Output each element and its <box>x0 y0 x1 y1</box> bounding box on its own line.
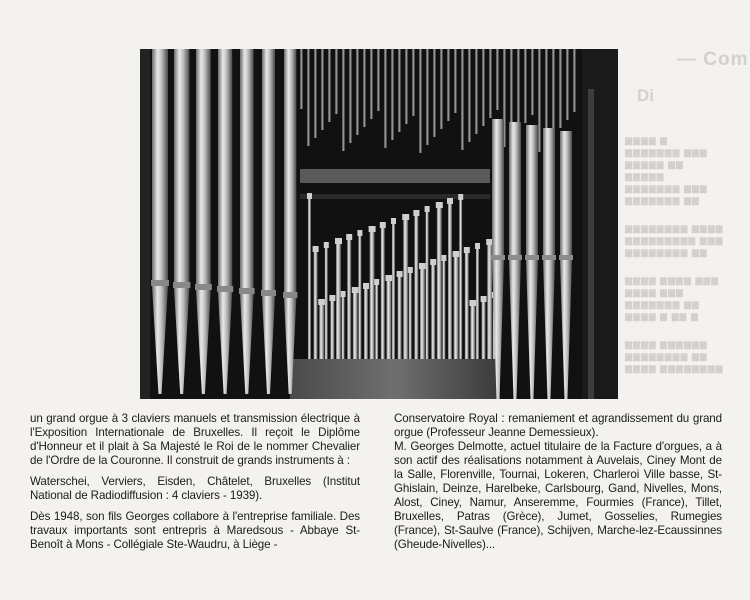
organ-pipe <box>174 49 189 286</box>
organ-pipe <box>420 269 425 359</box>
pipe-cap <box>436 202 443 208</box>
organ-pipe <box>328 49 331 122</box>
pipe-mouth <box>239 288 255 294</box>
pipe-cap <box>481 296 487 302</box>
pipe-cap <box>391 218 396 224</box>
bleed-through-text: — Com Di ▆▆▆▆ ▆ ▆▆▆▆▆▆▆ ▆▆▆ ▆▆▆▆▆ ▆▆ ▆▆▆▆▆ ▆▆▆▆▆▆▆ ▆▆▆ ▆▆▆▆▆▆▆ ▆▆ ▆▆▆▆▆▆▆▆ ▆▆▆▆ ▆▆▆▆▆▆▆▆▆ ▆▆▆ ▆▆▆▆▆▆▆▆ ▆▆ ▆▆▆▆ ▆▆▆▆ ▆▆▆ ▆▆▆▆ ▆▆▆ ▆▆▆▆▆▆▆ ▆▆ ▆▆▆▆ ▆ ▆▆ ▆ ▆▆▆▆ ▆▆▆▆▆▆ ▆▆▆▆▆▆▆▆ ▆▆ ▆▆▆▆ ▆▆▆▆▆▆▆▆ <box>625 50 749 373</box>
organ-pipe <box>470 306 475 359</box>
organ-pipe <box>489 49 492 118</box>
organ-pipe <box>431 265 435 359</box>
pipe-mouth <box>173 282 190 288</box>
organ-pipe <box>459 200 462 359</box>
pipe-cap <box>307 193 312 199</box>
organ-pipe <box>426 212 429 359</box>
organ-pipe <box>300 49 303 109</box>
pipe-cap <box>357 230 362 236</box>
pipe-cap <box>369 226 376 232</box>
organ-pipe <box>468 49 471 142</box>
organ-pipe <box>475 49 478 134</box>
organ-pipe <box>560 131 572 259</box>
organ-pipe <box>218 49 232 290</box>
organ-pipe <box>391 49 394 140</box>
pipe-cap <box>313 246 319 252</box>
pipe-cap <box>425 206 430 212</box>
organ-pipe <box>414 216 418 359</box>
pipe-cap <box>385 275 392 281</box>
pipe-mouth <box>508 255 522 260</box>
pipe-cap <box>402 214 409 220</box>
pipe-cap <box>469 300 476 306</box>
organ-pipe <box>448 204 452 359</box>
organ-pipe <box>358 236 361 359</box>
organ-pipe <box>573 49 576 112</box>
organ-pipe <box>386 281 391 359</box>
organ-pipe <box>347 240 351 359</box>
organ-pipe <box>403 220 408 359</box>
pipe-cap <box>447 198 453 204</box>
organ-pipe <box>370 49 373 119</box>
organ-pipe <box>487 245 492 359</box>
pipe-mouth <box>559 255 573 260</box>
pipe-cap <box>335 238 342 244</box>
organ-pipe <box>330 301 334 359</box>
pipe-cap <box>441 255 446 261</box>
pipe-cap <box>318 299 325 305</box>
pipe-cap <box>363 283 369 289</box>
pipe-cap <box>464 247 470 253</box>
organ-pipe <box>405 49 408 124</box>
organ-pipe <box>426 49 429 145</box>
organ-pipe <box>196 49 211 288</box>
organ-pipe <box>321 49 324 130</box>
pipe-cap <box>475 243 480 249</box>
organ-pipe <box>314 49 317 138</box>
text-column-left <box>30 412 360 559</box>
pipe-cap <box>453 251 460 257</box>
pipe-mouth <box>491 255 505 260</box>
organ-pipe <box>240 49 254 292</box>
organ-pipe <box>543 128 555 259</box>
paragraph: Conservatoire Royal : remaniement et agrandissement du grand orgue (Professeur Jeanne Demessieux). <box>394 412 722 439</box>
organ-pipe <box>342 297 345 359</box>
pipe-cap <box>324 242 329 248</box>
pipe-cap <box>413 210 419 216</box>
organ-pipe <box>356 49 359 135</box>
organ-pipe <box>152 49 168 284</box>
organ-pipe <box>381 228 385 359</box>
organ-pipe <box>325 248 328 359</box>
paragraph: un grand orgue à 3 claviers manuels et transmission électrique à l'Exposition Internationale de Bruxelles. Il reçoit le Diplôme d'Honneur et il plait à Sa Majesté le Roi de le nommer Chevalier de l'Ordre de la Couronne. Il construit de grands instruments à : <box>30 412 360 467</box>
organ-pipe <box>392 224 395 359</box>
organ-pipe <box>412 49 415 116</box>
organ-pipe <box>375 285 378 359</box>
pipe-cap <box>408 267 413 273</box>
pipe-cap <box>329 295 335 301</box>
organ-pipe <box>454 257 459 359</box>
pipe-cap <box>458 194 463 200</box>
organ-pipe <box>442 261 445 359</box>
paragraph: M. Georges Delmotte, actuel titulaire de la Facture d'orgues, a à son actif des réalisations notamment à Auvelais, Ciney Mont de la Salle, Florenville, Tournai, Lokeren, Charleroi Ville basse, St-Ghislain, Deinze, Harelbeke, Carlsbourg, Gand, Nivelles, Mons, Alost, Ciney, Namur, Anseremme, Fourmies (France), Tillet, Bruxelles, Patras (Grèce), Jumet, Gosselies, Rumegies (France), St-Saulve (France), Schijven, Marche-lez-Ecaussinnes (Gheude-Nivelles)... <box>394 440 722 551</box>
pipe-cap <box>374 279 379 285</box>
organ-pipe <box>363 49 366 127</box>
organ-pipe <box>437 208 442 359</box>
organ-pipe <box>482 49 485 126</box>
organ-pipe <box>526 125 538 259</box>
organ-pipe <box>398 49 401 132</box>
organ-pipe <box>384 49 387 148</box>
organ-pipes-photo <box>140 49 618 399</box>
organ-pipe <box>398 277 402 359</box>
organ-pipe <box>314 252 318 359</box>
organ-pipe <box>492 119 504 259</box>
organ-pipe <box>419 49 422 153</box>
organ-pipe <box>461 49 464 150</box>
organ-pipe <box>335 49 338 114</box>
organ-pipe <box>377 49 380 111</box>
organ-pipe <box>447 49 450 121</box>
organ-pipe <box>353 293 358 359</box>
organ-pipe <box>308 199 311 359</box>
pipe-mouth <box>283 292 297 298</box>
organ-pipe <box>307 49 310 146</box>
organ-pipe <box>284 49 296 296</box>
pipe-mouth <box>542 255 556 260</box>
text-column-right <box>394 412 722 559</box>
organ-pipe <box>336 244 341 359</box>
paragraph: Dès 1948, son fils Georges collabore à l'entreprise familiale. Des travaux importants sont entrepris à Maredsous - Abbaye St-Benoît à Mons - Collégiale Ste-Waudru, à Liège - <box>30 510 360 551</box>
organ-pipe <box>349 49 352 143</box>
pipe-cap <box>419 263 426 269</box>
organ-pipe <box>465 253 469 359</box>
pipe-mouth <box>217 286 233 292</box>
organ-pipe <box>409 273 412 359</box>
pipe-cap <box>397 271 403 277</box>
organ-pipe <box>552 49 555 136</box>
pipe-mouth <box>525 255 539 260</box>
organ-pipe <box>440 49 443 129</box>
organ-pipe <box>496 49 499 110</box>
organ-pipe <box>524 49 527 123</box>
pipe-cap <box>352 287 359 293</box>
organ-pipe <box>566 49 569 120</box>
organ-pipe <box>538 49 541 152</box>
organ-pipe <box>559 49 562 128</box>
paragraph: Waterschei, Verviers, Eisden, Châtelet, Bruxelles (Institut National de Radiodiffusion : 4 claviers - 1939). <box>30 475 360 502</box>
organ-pipe <box>517 49 520 131</box>
pipe-cap <box>380 222 386 228</box>
organ-pipe <box>319 305 324 359</box>
pipe-cap <box>346 234 352 240</box>
pipe-mouth <box>195 284 212 290</box>
organ-pipe <box>364 289 368 359</box>
pipe-mouth <box>261 290 276 296</box>
organ-pipe <box>433 49 436 137</box>
pipe-mouth <box>151 280 169 286</box>
organ-pipe <box>509 122 521 259</box>
organ-pipe <box>482 302 486 359</box>
organ-pipe <box>370 232 375 359</box>
organ-pipe <box>531 49 534 115</box>
organ-pipe <box>342 49 345 151</box>
pipe-cap <box>430 259 436 265</box>
organ-pipe <box>262 49 275 294</box>
pipe-cap <box>341 291 346 297</box>
organ-pipe <box>476 249 479 359</box>
organ-pipe <box>454 49 457 113</box>
